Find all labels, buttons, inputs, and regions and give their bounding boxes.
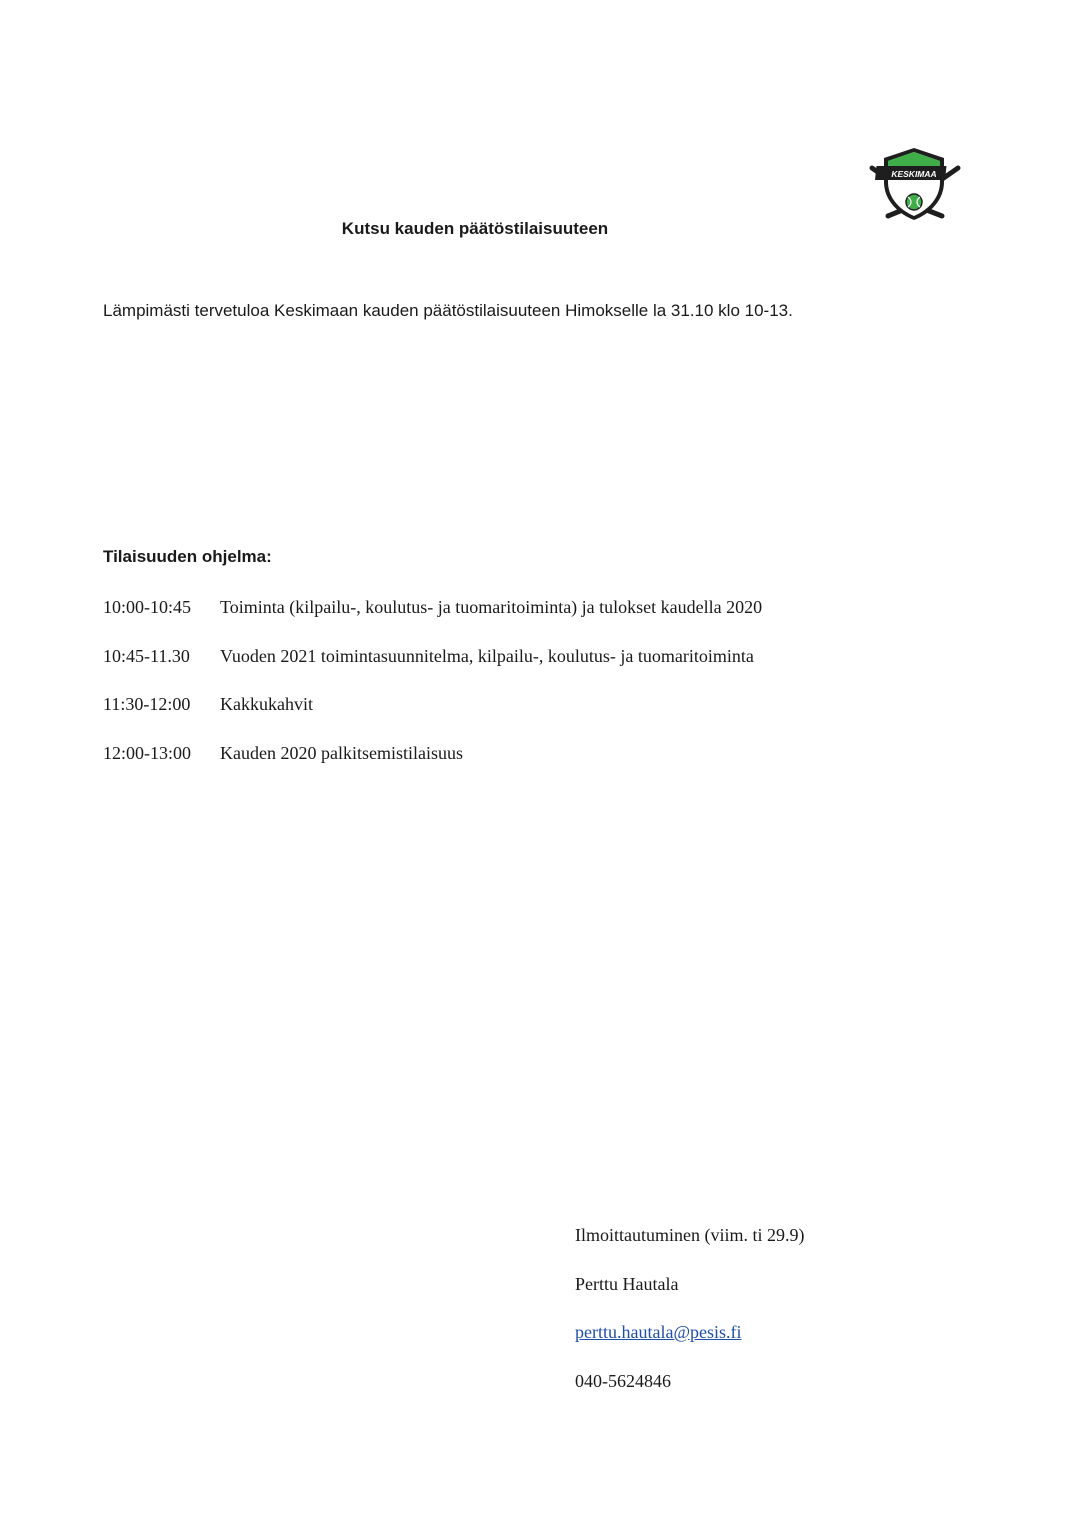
program-item-text: Kauden 2020 palkitsemistilaisuus bbox=[220, 742, 463, 763]
program-item-text: Kakkukahvit bbox=[220, 694, 313, 714]
program-item-time: 11:30-12:00 bbox=[103, 694, 191, 714]
program-item-text: Vuoden 2021 toimintasuunnitelma, kilpailu-, koulutus- ja tuomaritoiminta bbox=[220, 645, 754, 666]
program-item-time: 10:45-11.30 bbox=[103, 645, 190, 666]
program-item-text: Toiminta (kilpailu-, koulutus- ja tuomaritoiminta) ja tulokset kaudella 2020 bbox=[220, 597, 763, 617]
contact-phone: 040-5624846 bbox=[575, 1370, 671, 1391]
program-list bbox=[103, 597, 762, 791]
program-item-time: 10:00-10:45 bbox=[103, 597, 191, 617]
contact-email-link[interactable]: perttu.hautala@pesis.fi bbox=[575, 1322, 742, 1342]
page-title: Kutsu kauden päätöstilaisuuteen bbox=[341, 219, 609, 238]
intro-text: Lämpimästi tervetuloa Keskimaan kauden päätöstilaisuuteen Himokselle la 31.10 klo 10-13. bbox=[103, 301, 793, 320]
contact-block bbox=[575, 1225, 804, 1419]
contact-name: Perttu Hautala bbox=[575, 1273, 679, 1294]
ball-icon bbox=[906, 194, 922, 210]
keskimaa-crest-icon bbox=[862, 142, 966, 224]
program-item bbox=[103, 743, 762, 792]
program-heading: Tilaisuuden ohjelma: bbox=[103, 547, 272, 566]
program-item bbox=[103, 597, 762, 646]
program-item-time: 12:00-13:00 bbox=[103, 742, 191, 763]
program-item bbox=[103, 694, 762, 743]
logo-text: KESKIMAA bbox=[891, 169, 937, 179]
registration-deadline: Ilmoittautuminen (viim. ti 29.9) bbox=[575, 1225, 805, 1245]
program-item bbox=[103, 646, 762, 695]
